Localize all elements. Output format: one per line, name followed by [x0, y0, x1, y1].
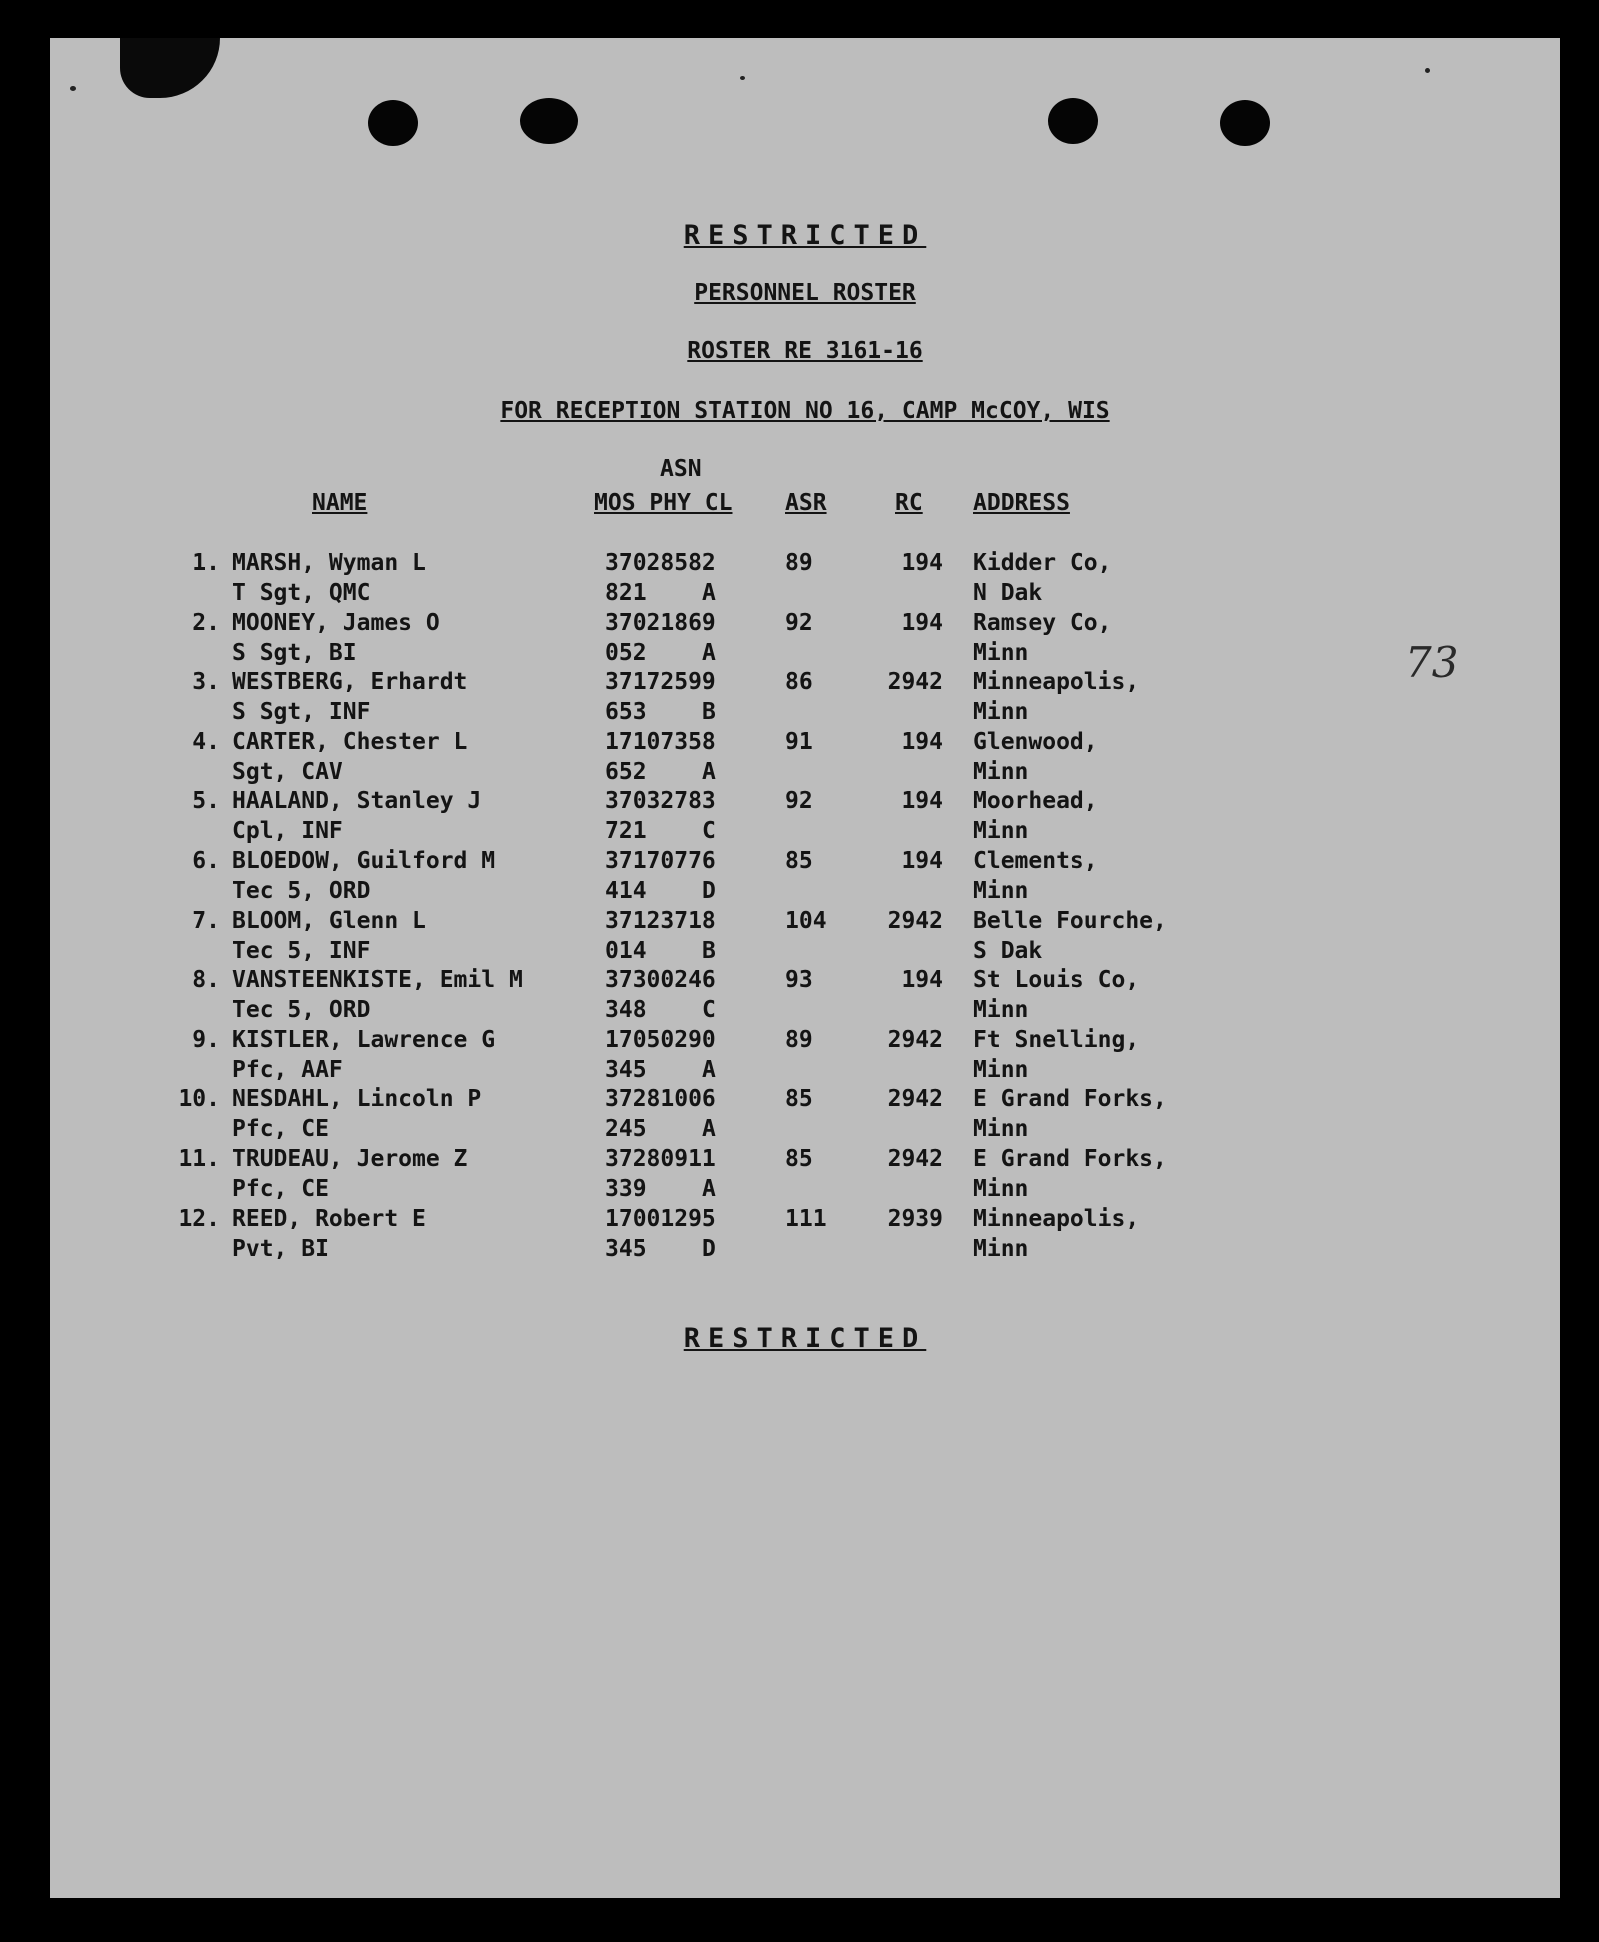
entry-address-line1: Minneapolis,: [973, 1205, 1140, 1232]
entry-phy-class: A: [702, 580, 716, 606]
entry-rc: 194: [901, 967, 943, 994]
entry-rank-branch: Tec 5, ORD: [232, 878, 371, 904]
speck: [70, 86, 76, 91]
entry-address-line1: Minneapolis,: [973, 669, 1140, 696]
entry-rc: 2942: [887, 1086, 943, 1113]
document-page: [50, 38, 1560, 1898]
entry-number: 10.: [178, 1086, 220, 1113]
entry-asr: 85: [785, 848, 813, 874]
entry-asr: 85: [785, 1086, 813, 1113]
entry-mos: 652: [605, 758, 647, 785]
entry-rank-branch: Pfc, CE: [232, 1176, 329, 1202]
entry-rank-branch: Pfc, AAF: [232, 1056, 343, 1083]
entry-asr: 89: [785, 550, 813, 576]
entry-mos: 653: [605, 699, 647, 726]
entry-name: BLOEDOW, Guilford M: [232, 848, 496, 874]
entry-asr: 89: [785, 1026, 813, 1053]
entry-address-line2: Minn: [973, 758, 1029, 785]
entry-rank-branch: S Sgt, INF: [232, 699, 371, 726]
column-header-mos-phy-cl: MOS PHY CL: [594, 490, 733, 516]
entry-name: MARSH, Wyman L: [232, 550, 426, 576]
entry-rank-branch: Pvt, BI: [232, 1235, 329, 1262]
entry-address-line1: Belle Fourche,: [973, 907, 1167, 934]
entry-name: KISTLER, Lawrence G: [232, 1026, 496, 1053]
entry-mos: 245: [605, 1116, 647, 1143]
entry-asr: 86: [785, 669, 813, 696]
roster-number: ROSTER RE 3161-16: [687, 338, 923, 364]
handwritten-page-number: 73: [1405, 638, 1459, 687]
entry-number: 5.: [192, 788, 220, 815]
entry-rc: 2939: [887, 1205, 943, 1232]
entry-mos: 014: [605, 937, 647, 964]
column-header-address: ADDRESS: [973, 490, 1070, 516]
entry-phy-class: A: [702, 1056, 716, 1083]
entry-address-line2: Minn: [973, 1056, 1029, 1083]
entry-phy-class: C: [702, 818, 716, 845]
entry-name: VANSTEENKISTE, Emil M: [232, 967, 523, 994]
entry-mos: 345: [605, 1056, 647, 1083]
entry-number: 11.: [178, 1146, 220, 1172]
entry-rc: 194: [901, 848, 943, 874]
entry-rank-branch: Pfc, CE: [232, 1116, 329, 1143]
entry-phy-class: A: [702, 639, 716, 666]
entry-address-line2: Minn: [973, 818, 1029, 845]
entry-phy-class: C: [702, 997, 716, 1024]
entry-name: MOONEY, James O: [232, 609, 440, 636]
entry-asn: 17001295: [605, 1205, 716, 1232]
entry-rank-branch: T Sgt, QMC: [232, 580, 371, 606]
entry-number: 3.: [192, 669, 220, 696]
entry-address-line2: Minn: [973, 1116, 1029, 1143]
entry-address-line1: Ft Snelling,: [973, 1026, 1140, 1053]
corner-tear: [120, 38, 220, 98]
entry-asr: 93: [785, 967, 813, 994]
entry-asn: 37032783: [605, 788, 716, 815]
classification-bottom: RESTRICTED: [683, 1323, 927, 1354]
entry-rank-branch: Tec 5, INF: [232, 937, 371, 964]
entry-asr: 85: [785, 1146, 813, 1172]
entry-rc: 194: [901, 609, 943, 636]
column-header-asr: ASR: [785, 490, 827, 516]
entry-address-line2: N Dak: [973, 580, 1043, 606]
entry-name: NESDAHL, Lincoln P: [232, 1086, 482, 1113]
entry-asr: 92: [785, 788, 813, 815]
entry-rc: 2942: [887, 1146, 943, 1172]
entry-address-line1: Clements,: [973, 848, 1098, 874]
station-line: FOR RECEPTION STATION NO 16, CAMP McCOY, WIS: [500, 398, 1110, 424]
entry-phy-class: D: [702, 878, 716, 904]
entry-name: REED, Robert E: [232, 1205, 426, 1232]
entry-name: BLOOM, Glenn L: [232, 907, 426, 934]
entry-address-line1: Kidder Co,: [973, 550, 1112, 576]
entry-address-line1: E Grand Forks,: [973, 1146, 1167, 1172]
entry-address-line2: Minn: [973, 878, 1029, 904]
entry-rc: 194: [901, 728, 943, 755]
punch-hole-2: [520, 98, 578, 144]
entry-mos: 348: [605, 997, 647, 1024]
entry-asn: 17107358: [605, 728, 716, 755]
entry-name: WESTBERG, Erhardt: [232, 669, 468, 696]
entry-asr: 111: [785, 1205, 827, 1232]
entry-number: 4.: [192, 728, 220, 755]
entry-address-line2: Minn: [973, 1176, 1029, 1202]
entry-rc: 2942: [887, 1026, 943, 1053]
entry-asr: 91: [785, 728, 813, 755]
entry-address-line2: S Dak: [973, 937, 1043, 964]
entry-mos: 821: [605, 580, 647, 606]
entry-phy-class: A: [702, 1116, 716, 1143]
entry-number: 12.: [178, 1205, 220, 1232]
entry-address-line1: Ramsey Co,: [973, 609, 1112, 636]
entry-mos: 721: [605, 818, 647, 845]
entry-rank-branch: Tec 5, ORD: [232, 997, 371, 1024]
entry-asn: 37280911: [605, 1146, 716, 1172]
entry-address-line2: Minn: [973, 639, 1029, 666]
entry-rank-branch: S Sgt, BI: [232, 639, 357, 666]
entry-number: 7.: [192, 907, 220, 934]
entry-address-line2: Minn: [973, 1235, 1029, 1262]
entry-name: TRUDEAU, Jerome Z: [232, 1146, 468, 1172]
entry-asr: 104: [785, 907, 827, 934]
punch-hole-1: [368, 100, 418, 146]
punch-hole-3: [1048, 98, 1098, 144]
entry-asn: 37021869: [605, 609, 716, 636]
entry-rank-branch: Cpl, INF: [232, 818, 343, 845]
entry-phy-class: A: [702, 1176, 716, 1202]
entry-asn: 37281006: [605, 1086, 716, 1113]
entry-asn: 37028582: [605, 550, 716, 576]
entry-address-line1: Moorhead,: [973, 788, 1098, 815]
entry-asn: 37172599: [605, 669, 716, 696]
roster-title: PERSONNEL ROSTER: [694, 280, 916, 306]
entry-number: 2.: [192, 609, 220, 636]
entry-rc: 194: [901, 550, 943, 576]
entry-mos: 052: [605, 639, 647, 666]
speck: [1425, 68, 1430, 73]
entry-asn: 37300246: [605, 967, 716, 994]
entry-rc: 2942: [887, 669, 943, 696]
speck: [740, 76, 745, 80]
classification-top: RESTRICTED: [683, 220, 927, 251]
entry-mos: 414: [605, 878, 647, 904]
column-header-rc: RC: [895, 490, 923, 516]
entry-rank-branch: Sgt, CAV: [232, 758, 343, 785]
entry-mos: 345: [605, 1235, 647, 1262]
entry-phy-class: B: [702, 937, 716, 964]
entry-number: 8.: [192, 967, 220, 994]
entry-asn: 37170776: [605, 848, 716, 874]
entry-name: CARTER, Chester L: [232, 728, 468, 755]
entry-number: 1.: [192, 550, 220, 576]
entry-rc: 2942: [887, 907, 943, 934]
punch-hole-4: [1220, 100, 1270, 146]
entry-number: 6.: [192, 848, 220, 874]
entry-phy-class: A: [702, 758, 716, 785]
entry-rc: 194: [901, 788, 943, 815]
entry-address-line1: St Louis Co,: [973, 967, 1140, 994]
entry-asr: 92: [785, 609, 813, 636]
entry-address-line2: Minn: [973, 997, 1029, 1024]
entry-asn: 17050290: [605, 1026, 716, 1053]
entry-name: HAALAND, Stanley J: [232, 788, 482, 815]
entry-address-line1: Glenwood,: [973, 728, 1098, 755]
entry-phy-class: D: [702, 1235, 716, 1262]
entry-address-line2: Minn: [973, 699, 1029, 726]
column-header-asn: ASN: [660, 456, 702, 482]
entry-address-line1: E Grand Forks,: [973, 1086, 1167, 1113]
entry-asn: 37123718: [605, 907, 716, 934]
entry-mos: 339: [605, 1176, 647, 1202]
column-header-name: NAME: [312, 490, 368, 516]
entry-number: 9.: [192, 1026, 220, 1053]
entry-phy-class: B: [702, 699, 716, 726]
